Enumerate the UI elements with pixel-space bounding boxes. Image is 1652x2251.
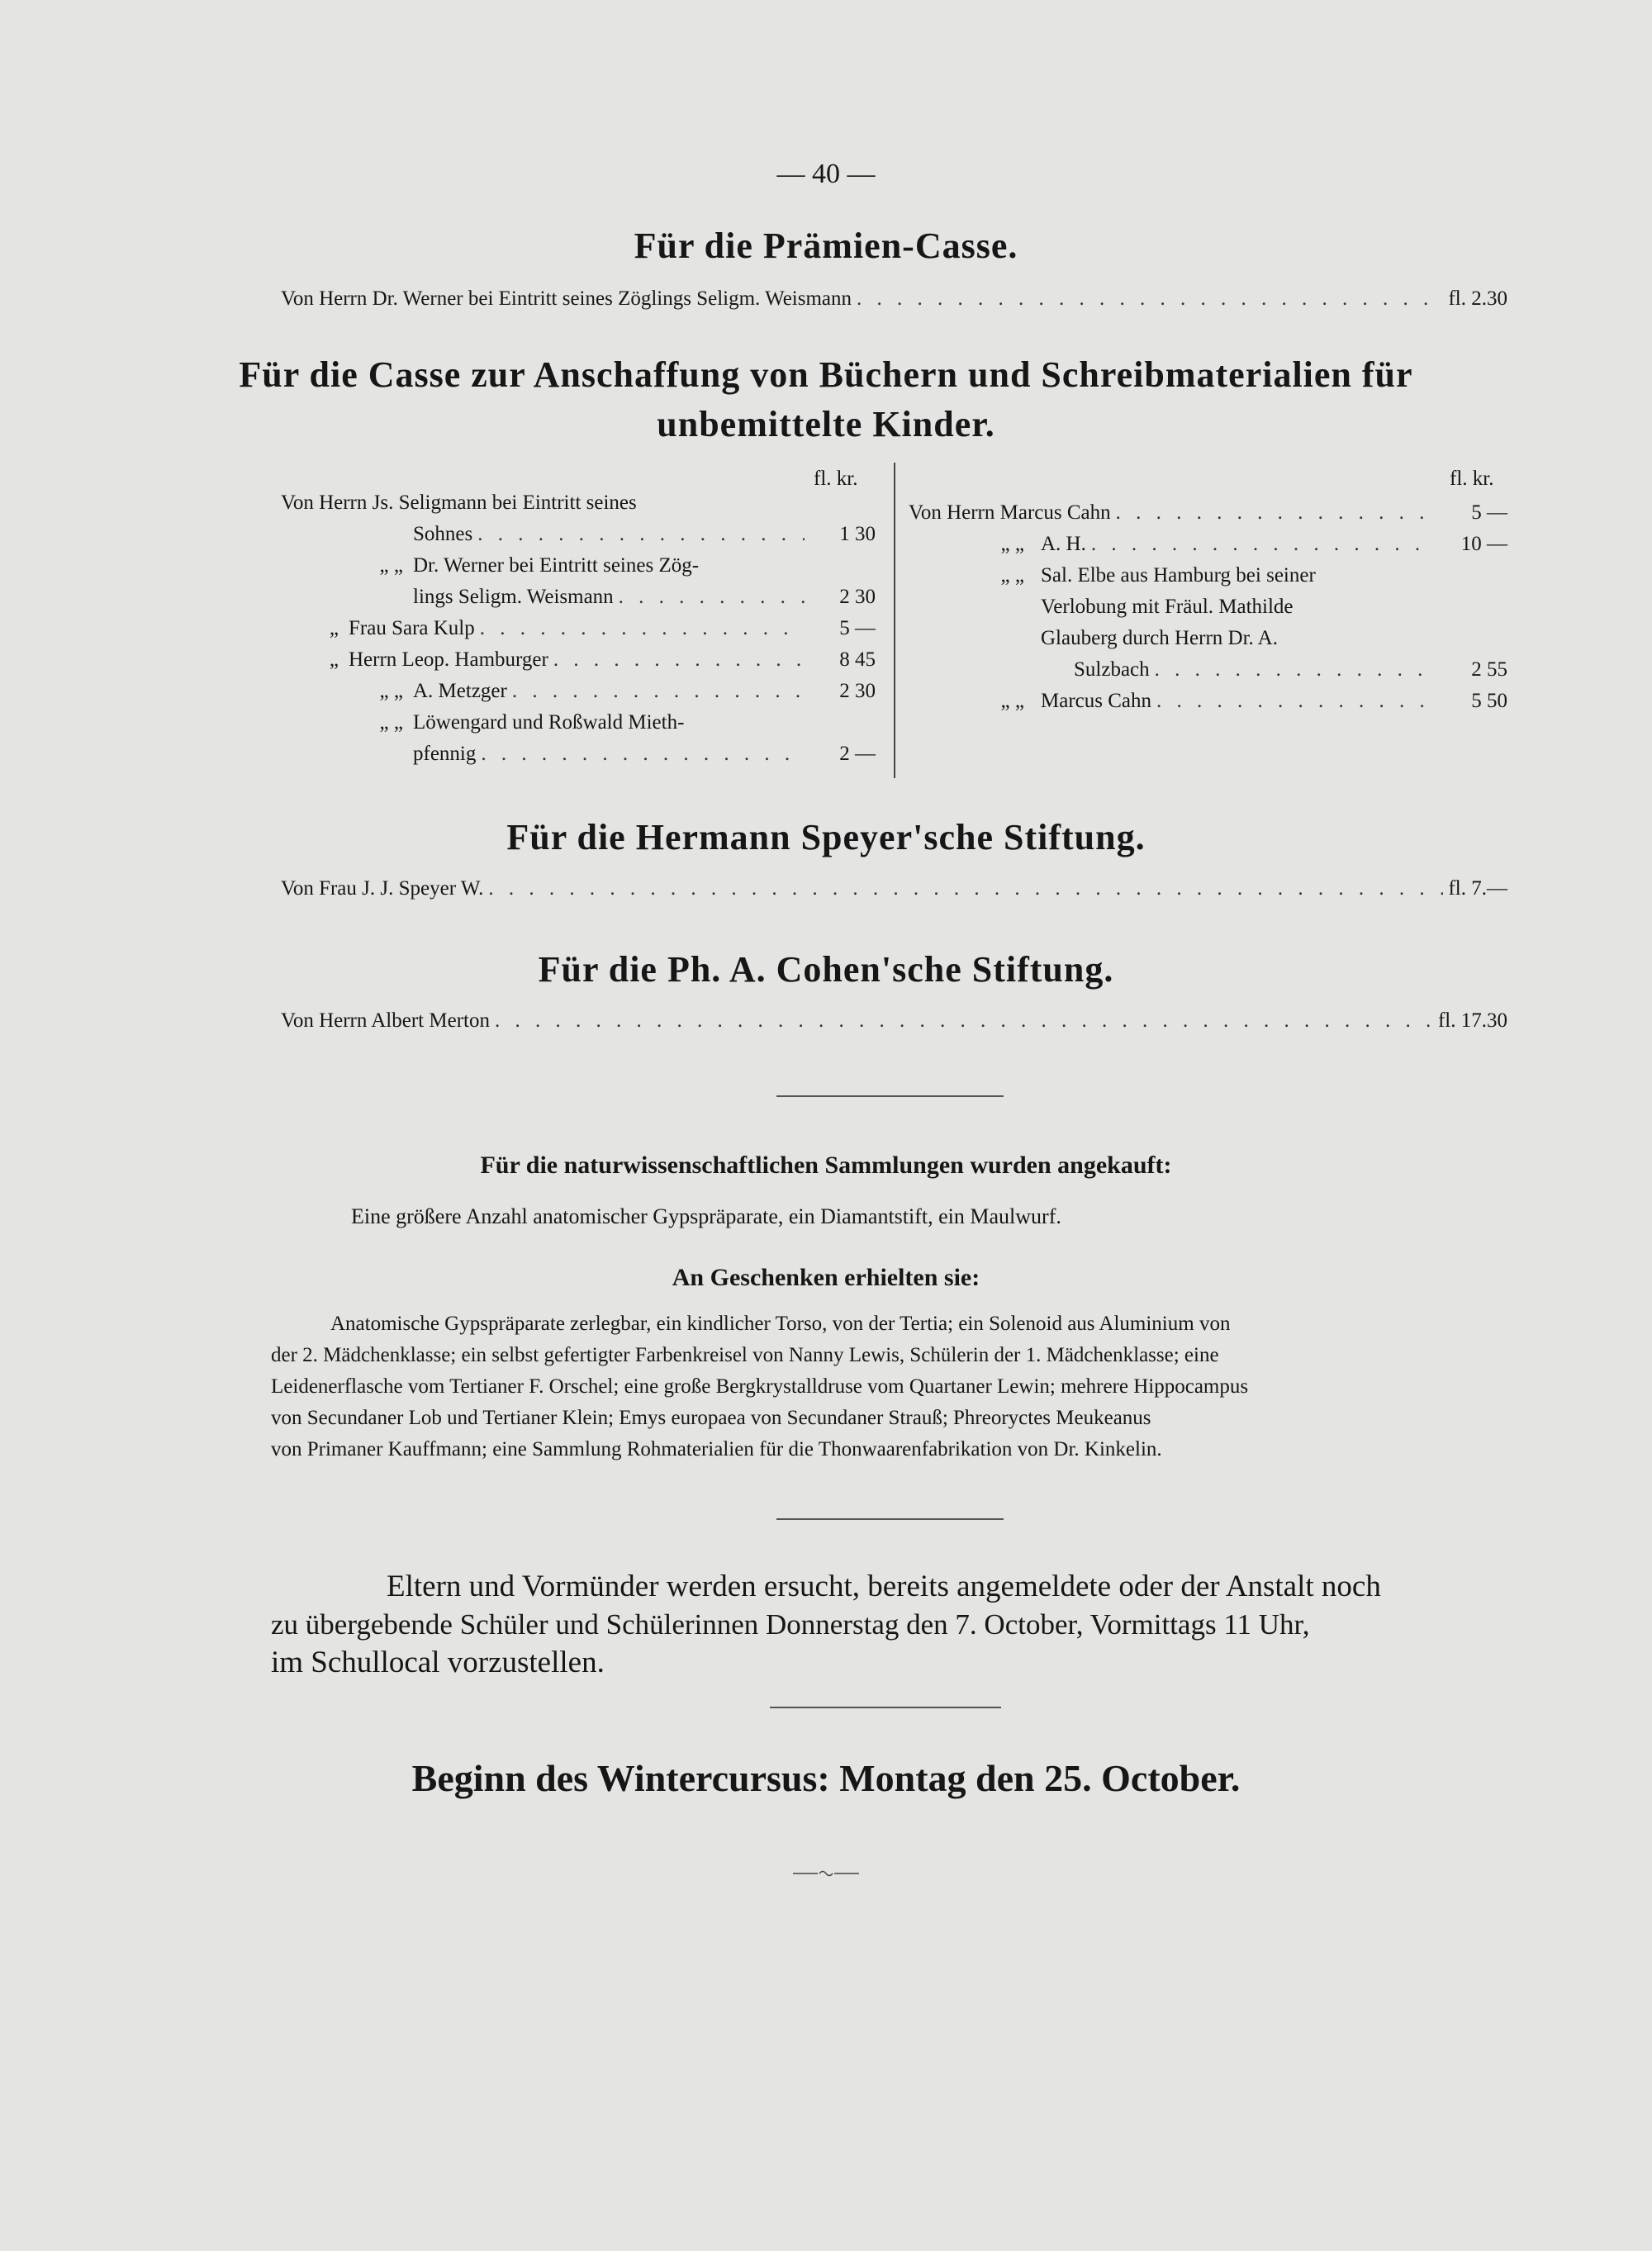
dot-leader	[553, 644, 805, 676]
unit-header-left: fl. kr.	[814, 468, 858, 490]
cohen-entry-row	[281, 1009, 1507, 1033]
heading-sammlungen: Für die naturwissenschaftlichen Sammlungen wurden angekauft:	[480, 1152, 1172, 1179]
ornament-icon	[793, 1868, 859, 1879]
donation-row	[281, 487, 876, 519]
donation-amount: 2 55	[1471, 658, 1507, 681]
divider-rule	[776, 1518, 1004, 1520]
ditto-mark: „ „	[379, 554, 403, 577]
donation-row	[281, 707, 876, 738]
sammlungen-text: Eine größere Anzahl anatomischer Gypspräparate, ein Diamantstift, ein Maulwurf.	[351, 1204, 1061, 1228]
donation-row	[909, 529, 1507, 560]
praemien-entry-row	[281, 287, 1507, 311]
ditto-mark: „ „	[1000, 564, 1024, 586]
praemien-amount: fl. 2.30	[1448, 287, 1507, 310]
ornament-icon	[793, 1864, 859, 1884]
heading-buecher-casse-line2: unbemittelte Kinder.	[657, 404, 995, 444]
donation-row	[281, 582, 876, 613]
donation-row	[909, 686, 1507, 717]
donation-row	[909, 591, 1507, 623]
dot-leader	[481, 738, 805, 770]
dot-leader	[1156, 686, 1436, 717]
donation-row	[281, 550, 876, 582]
divider-rule	[770, 1707, 1001, 1708]
divider-rule	[776, 1095, 1004, 1097]
donation-text: „ Herrn Leop. Hamburger	[281, 644, 548, 676]
ditto-mark: „	[329, 648, 339, 671]
ditto-mark: „	[329, 617, 339, 639]
ditto-mark: „ „	[1000, 690, 1024, 712]
donation-amount: 10 —	[1460, 533, 1507, 555]
notice-line: im Schullocal vorzustellen.	[271, 1646, 605, 1679]
donation-amount: 5 —	[839, 617, 876, 639]
donation-amount: 2 30	[839, 680, 876, 702]
dot-leader	[1091, 529, 1436, 560]
heading-buecher-casse-line1: Für die Casse zur Anschaffung von Büchern und Schreibmaterialien für	[239, 354, 1413, 395]
praemien-entry-text: Von Herrn Dr. Werner bei Eintritt seines Zöglings Seligm. Weismann	[281, 287, 852, 310]
geschenke-line: Leidenerflasche vom Tertianer F. Orschel; eine große Bergkrystalldruse vom Quartaner Lewin; mehrere Hippocampus	[271, 1375, 1249, 1398]
donation-amount: 2 30	[839, 586, 876, 608]
buecher-left-column	[281, 487, 876, 770]
ditto-mark: „ „	[379, 711, 403, 734]
donation-row	[909, 623, 1507, 654]
donation-text: „ Frau Sara Kulp	[281, 613, 475, 644]
dot-leader	[480, 613, 805, 644]
cohen-amount: fl. 17.30	[1437, 1009, 1507, 1032]
donation-text: „ „ Sal. Elbe aus Hamburg bei seiner	[909, 560, 1316, 591]
donation-text: Verlobung mit Fräul. Mathilde	[1041, 596, 1294, 618]
speyer-entry-row	[281, 877, 1507, 900]
geschenke-line: Anatomische Gypspräparate zerlegbar, ein kindlicher Torso, von der Tertia; ein Solenoid aus Aluminium von	[330, 1313, 1231, 1335]
donation-amount: 1 30	[839, 523, 876, 545]
donation-row	[281, 738, 876, 770]
donation-row	[281, 613, 876, 644]
donation-text: Glauberg durch Herrn Dr. A.	[1041, 627, 1278, 649]
donation-text: „ „ Löwengard und Roßwald Mieth-	[281, 707, 684, 738]
dot-leader	[488, 877, 1443, 900]
notice-line: Eltern und Vormünder werden ersucht, bereits angemeldete oder der Anstalt noch	[387, 1570, 1381, 1603]
donation-text: „ „ Marcus Cahn	[909, 686, 1151, 717]
ditto-mark: „ „	[1000, 533, 1024, 555]
speyer-amount: fl. 7.—	[1448, 877, 1507, 900]
geschenke-line: der 2. Mädchenklasse; ein selbst gefertigter Farbenkreisel von Nanny Lewis, Schülerin der 1. Mädchenklasse; eine	[271, 1344, 1219, 1366]
dot-leader	[1116, 497, 1436, 529]
dot-leader	[477, 519, 805, 550]
dot-leader	[857, 287, 1443, 311]
notice-paragraph	[271, 1568, 1510, 1682]
donation-text: Sulzbach	[1074, 658, 1150, 681]
column-divider	[894, 463, 895, 778]
buecher-right-column	[909, 497, 1507, 717]
donation-amount: 5 —	[1471, 501, 1507, 524]
dot-leader	[495, 1009, 1433, 1033]
ditto-mark: „ „	[379, 680, 403, 702]
heading-speyer-stiftung: Für die Hermann Speyer'sche Stiftung.	[506, 817, 1146, 857]
donation-row	[909, 654, 1507, 686]
notice-line: zu übergebende Schüler und Schülerinnen Donnerstag den 7. October, Vormittags 11 Uhr,	[271, 1608, 1310, 1641]
donation-row	[909, 497, 1507, 529]
dot-leader	[512, 676, 805, 707]
geschenke-line: von Primaner Kauffmann; eine Sammlung Rohmaterialien für die Thonwaarenfabrikation von Dr. Kinkelin.	[271, 1438, 1162, 1460]
donation-row	[281, 644, 876, 676]
donation-text: „ „ A. Metzger	[281, 676, 507, 707]
heading-geschenke: An Geschenken erhielten sie:	[672, 1264, 980, 1291]
donation-amount: 5 50	[1471, 690, 1507, 712]
geschenke-line: von Secundaner Lob und Tertianer Klein; Emys europaea von Secundaner Strauß; Phreoryctes Meukeanus	[271, 1407, 1151, 1429]
donation-text: pfennig	[413, 743, 477, 765]
donation-text: Von Herrn Marcus Cahn	[909, 501, 1111, 524]
donation-text: „ „ A. H.	[909, 529, 1086, 560]
heading-cohen-stiftung: Für die Ph. A. Cohen'sche Stiftung.	[538, 949, 1114, 990]
donation-text: lings Seligm. Weismann	[413, 586, 614, 608]
donation-text: Sohnes	[413, 523, 473, 545]
donation-amount: 8 45	[839, 648, 876, 671]
speyer-entry-text: Von Frau J. J. Speyer W.	[281, 877, 484, 900]
donation-text: „ „ Dr. Werner bei Eintritt seines Zög-	[281, 550, 699, 582]
page-number: — 40 —	[776, 159, 876, 189]
heading-praemien-casse: Für die Prämien-Casse.	[634, 226, 1018, 266]
donation-amount: 2 —	[839, 743, 876, 765]
dot-leader	[619, 582, 805, 613]
geschenke-paragraph	[271, 1308, 1510, 1465]
donation-row	[281, 676, 876, 707]
donation-text: Von Herrn Js. Seligmann bei Eintritt seines	[281, 492, 637, 514]
donation-row	[909, 560, 1507, 591]
cohen-entry-text: Von Herrn Albert Merton	[281, 1009, 490, 1032]
closing-announcement: Beginn des Wintercursus: Montag den 25. October.	[411, 1757, 1241, 1799]
unit-header-right: fl. kr.	[1450, 468, 1494, 490]
dot-leader	[1155, 654, 1436, 686]
donation-row	[281, 519, 876, 550]
